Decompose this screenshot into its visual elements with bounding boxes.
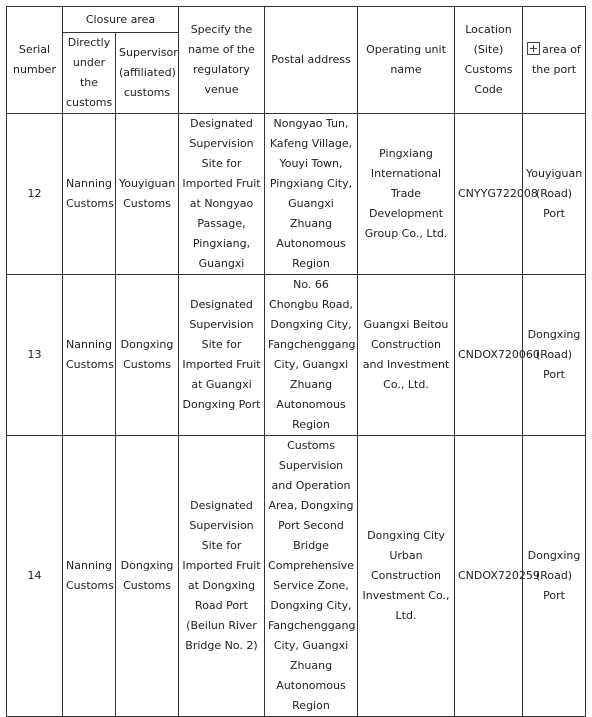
cell-code: CNYYG722008 xyxy=(455,114,523,275)
cell-venue: Designated Supervision Site for Imported Fruit at Nongyao Passage, Pingxiang, Guangxi xyxy=(179,114,265,275)
cell-serial: 12 xyxy=(7,114,63,275)
cell-serial: 14 xyxy=(7,436,63,717)
cell-address: Customs Supervision and Operation Area, Dongxing Port Second Bridge Comprehensive Service Zone, Dongxing City, Fangchenggang City, Guangxi Zhuang Autonomous Region xyxy=(265,436,358,717)
cell-code: CNDOX720060 xyxy=(455,275,523,436)
table-row xyxy=(7,114,586,275)
table-row xyxy=(7,275,586,436)
header-row xyxy=(7,7,586,33)
header-closure-area: Closure area xyxy=(63,7,179,33)
cell-operator: Pingxiang International Trade Development Group Co., Ltd. xyxy=(358,114,455,275)
cell-address: Nongyao Tun, Kafeng Village, Youyi Town, Pingxiang City, Guangxi Zhuang Autonomous Region xyxy=(265,114,358,275)
header-supervisor: Supervisor (affiliated) customs xyxy=(116,33,179,114)
header-port-area xyxy=(523,7,586,114)
header-port-area-label: area of the port xyxy=(531,43,581,76)
cell-venue: Designated Supervision Site for Imported Fruit at Dongxing Road Port (Beilun River Bridge No. 2) xyxy=(179,436,265,717)
cell-serial: 13 xyxy=(7,275,63,436)
cell-port: Dongxing (Road) Port xyxy=(523,275,586,436)
header-postal-address: Postal address xyxy=(265,7,358,114)
cell-venue: Designated Supervision Site for Imported Fruit at Guangxi Dongxing Port xyxy=(179,275,265,436)
header-serial: Serial number xyxy=(7,7,63,114)
cell-directly-under: Nanning Customs xyxy=(63,275,116,436)
cell-port: Dongxing (Road) Port xyxy=(523,436,586,717)
cell-supervisor: Dongxing Customs xyxy=(116,436,179,717)
image-area-icon xyxy=(527,42,540,55)
cell-directly-under: Nanning Customs xyxy=(63,114,116,275)
cell-address: No. 66 Chongbu Road, Dongxing City, Fangchenggang City, Guangxi Zhuang Autonomous Region xyxy=(265,275,358,436)
header-location-code: Location (Site) Customs Code xyxy=(455,7,523,114)
header-directly-under: Directly under the customs xyxy=(63,33,116,114)
cell-operator: Dongxing City Urban Construction Investment Co., Ltd. xyxy=(358,436,455,717)
header-operating-unit: Operating unit name xyxy=(358,7,455,114)
cell-supervisor: Dongxing Customs xyxy=(116,275,179,436)
customs-sites-table xyxy=(6,6,586,717)
cell-port: Youyiguan (Road) Port xyxy=(523,114,586,275)
cell-code: CNDOX720259 xyxy=(455,436,523,717)
cell-directly-under: Nanning Customs xyxy=(63,436,116,717)
cell-supervisor: Youyiguan Customs xyxy=(116,114,179,275)
table-row xyxy=(7,436,586,717)
cell-operator: Guangxi Beitou Construction and Investment Co., Ltd. xyxy=(358,275,455,436)
header-venue: Specify the name of the regulatory venue xyxy=(179,7,265,114)
